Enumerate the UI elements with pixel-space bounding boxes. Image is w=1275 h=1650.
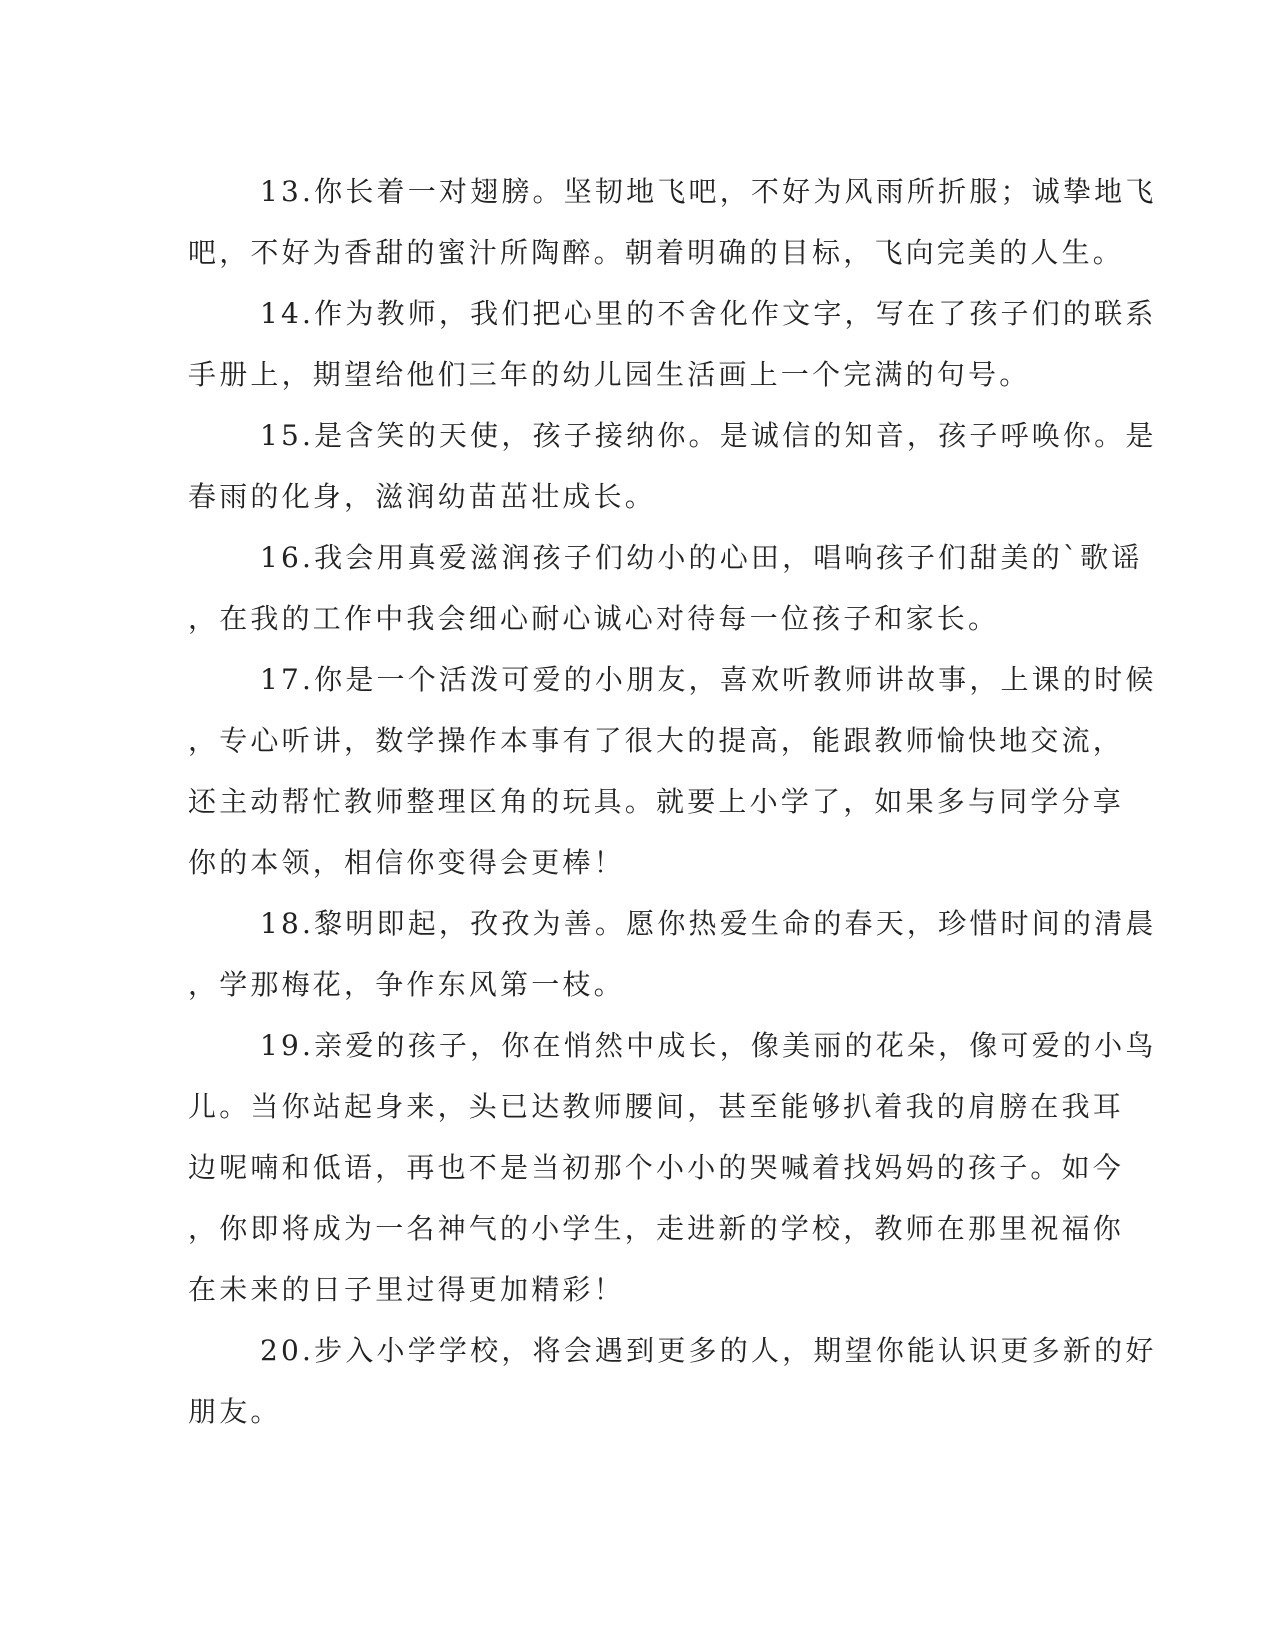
paragraph-line: 朋友。 bbox=[188, 1395, 282, 1428]
paragraph-13 bbox=[188, 161, 1157, 283]
paragraph-line: 在未来的日子里过得更加精彩！ bbox=[188, 1273, 625, 1306]
paragraph-14 bbox=[188, 283, 1157, 405]
paragraph-20 bbox=[188, 1320, 1157, 1442]
paragraph-line: ，你即将成为一名神气的小学生，走进新的学校，教师在那里祝福你 bbox=[188, 1212, 1125, 1245]
paragraph-line: 20.步入小学学校，将会遇到更多的人，期望你能认识更多新的好 bbox=[260, 1334, 1157, 1367]
paragraph-line: 16.我会用真爱滋润孩子们幼小的心田，唱响孩子们甜美的`歌谣 bbox=[260, 541, 1143, 574]
paragraph-17 bbox=[188, 649, 1157, 893]
paragraph-line: ，专心听讲，数学操作本事有了很大的提高，能跟教师愉快地交流， bbox=[188, 724, 1125, 757]
paragraph-15 bbox=[188, 405, 1157, 527]
paragraph-line: 13.你长着一对翅膀。坚韧地飞吧，不好为风雨所折服；诚挚地飞 bbox=[260, 175, 1157, 208]
paragraph-line: 春雨的化身，滋润幼苗茁壮成长。 bbox=[188, 480, 657, 513]
paragraph-18 bbox=[188, 893, 1157, 1015]
paragraph-line: 边呢喃和低语，再也不是当初那个小小的哭喊着找妈妈的孩子。如今 bbox=[188, 1151, 1125, 1184]
paragraph-line: 手册上，期望给他们三年的幼儿园生活画上一个完满的句号。 bbox=[188, 358, 1031, 391]
paragraph-line: 14.作为教师，我们把心里的不舍化作文字，写在了孩子们的联系 bbox=[260, 297, 1157, 330]
paragraph-line: 儿。当你站起身来，头已达教师腰间，甚至能够扒着我的肩膀在我耳 bbox=[188, 1090, 1125, 1123]
paragraph-line: ，学那梅花，争作东风第一枝。 bbox=[188, 968, 625, 1001]
paragraph-line: 15.是含笑的天使，孩子接纳你。是诚信的知音，孩子呼唤你。是 bbox=[260, 419, 1157, 452]
paragraph-19 bbox=[188, 1015, 1157, 1320]
document-body bbox=[188, 161, 1157, 1442]
paragraph-line: 还主动帮忙教师整理区角的玩具。就要上小学了，如果多与同学分享 bbox=[188, 785, 1125, 818]
paragraph-line: 你的本领，相信你变得会更棒！ bbox=[188, 846, 625, 879]
paragraph-line: 19.亲爱的孩子，你在悄然中成长，像美丽的花朵，像可爱的小鸟 bbox=[260, 1029, 1157, 1062]
paragraph-16 bbox=[188, 527, 1143, 649]
paragraph-line: 吧，不好为香甜的蜜汁所陶醉。朝着明确的目标，飞向完美的人生。 bbox=[188, 236, 1125, 269]
paragraph-line: 17.你是一个活泼可爱的小朋友，喜欢听教师讲故事，上课的时候 bbox=[260, 663, 1157, 696]
paragraph-line: 18.黎明即起，孜孜为善。愿你热爱生命的春天，珍惜时间的清晨 bbox=[260, 907, 1157, 940]
paragraph-line: ，在我的工作中我会细心耐心诚心对待每一位孩子和家长。 bbox=[188, 602, 1000, 635]
